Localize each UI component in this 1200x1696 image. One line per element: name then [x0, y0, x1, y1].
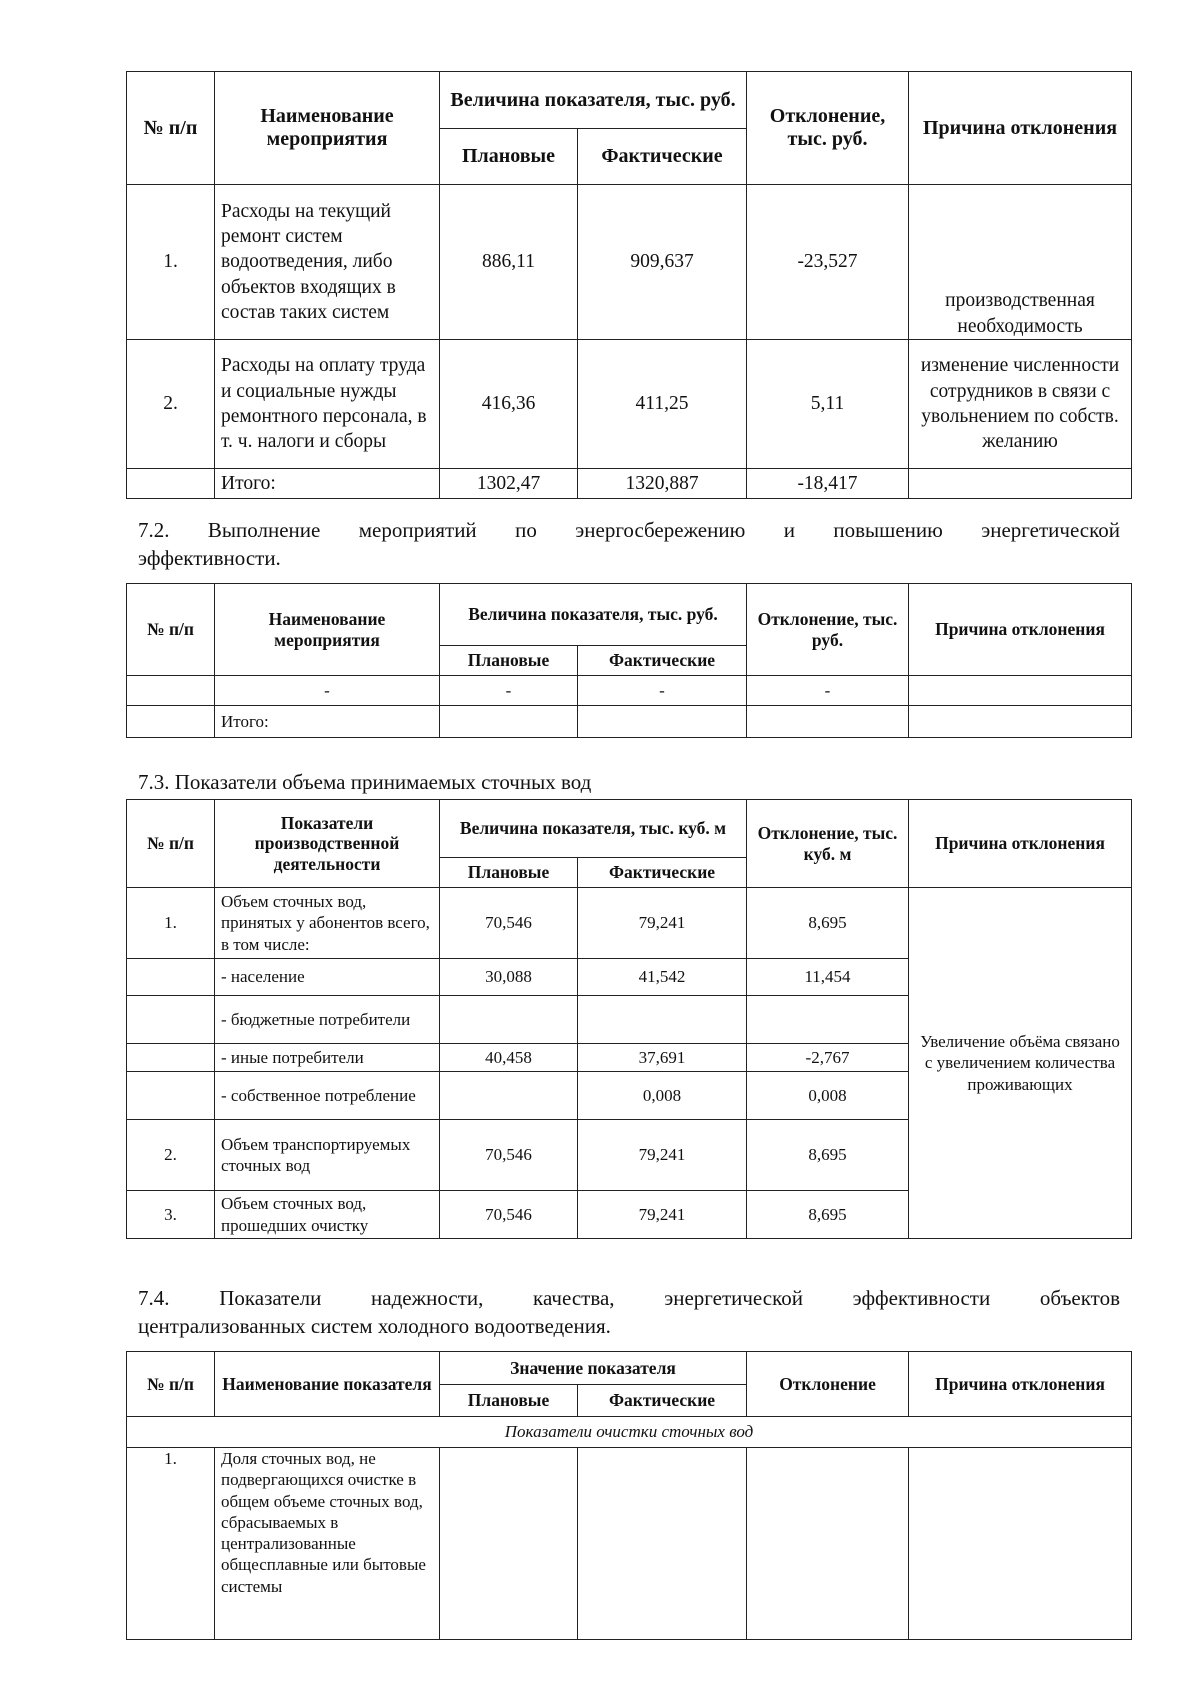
header-reason: Причина отклонения: [909, 72, 1132, 185]
table-row: [127, 1448, 1132, 1640]
total-deviation: -18,417: [747, 469, 909, 499]
header-plan: Плановые: [440, 129, 578, 185]
row-plan: 30,088: [440, 959, 578, 996]
row-plan: 40,458: [440, 1044, 578, 1072]
row-deviation: -: [747, 676, 909, 706]
row-num: 2.: [127, 1120, 215, 1191]
row-deviation: 11,454: [747, 959, 909, 996]
header-fact: Фактические: [578, 646, 747, 676]
row-num: 3.: [127, 1191, 215, 1239]
header-fact: Фактические: [578, 858, 747, 888]
header-plan: Плановые: [440, 1385, 578, 1417]
row-fact: 37,691: [578, 1044, 747, 1072]
total-row: [127, 706, 1132, 738]
row-reason: изменение численности сотрудников в связи с увольнением по собств. желанию: [909, 340, 1132, 469]
total-row: [127, 469, 1132, 499]
table-row: [127, 185, 1132, 340]
total-plan: 1302,47: [440, 469, 578, 499]
repair-costs-table: [126, 71, 1132, 499]
row-name: Объем сточных вод, принятых у абонентов всего, в том числе:: [215, 888, 440, 959]
header-name: Наименование мероприятия: [215, 72, 440, 185]
subheader-label: Показатели очистки сточных вод: [127, 1417, 1132, 1448]
row-fact: 79,241: [578, 1191, 747, 1239]
row-plan: 886,11: [440, 185, 578, 340]
row-deviation: -2,767: [747, 1044, 909, 1072]
header-name: Наименование мероприятия: [215, 584, 440, 676]
row-plan: 70,546: [440, 888, 578, 959]
row-name: - собственное потребление: [215, 1072, 440, 1120]
row-name: Объем сточных вод, прошедших очистку: [215, 1191, 440, 1239]
row-num: 2.: [127, 340, 215, 469]
row-deviation: 5,11: [747, 340, 909, 469]
table-row: [127, 340, 1132, 469]
header-num: № п/п: [127, 1352, 215, 1417]
row-fact: 41,542: [578, 959, 747, 996]
row-deviation: 8,695: [747, 1191, 909, 1239]
row-name: Доля сточных вод, не подвергающихся очистке в общем объеме сточных вод, сбрасываемых в централизованные общесплавные или бытовые системы: [215, 1448, 440, 1640]
row-num: 1.: [127, 185, 215, 340]
reliability-indicators-table: [126, 1351, 1132, 1640]
row-plan: 70,546: [440, 1120, 578, 1191]
header-value: Значение показателя: [440, 1352, 747, 1385]
header-deviation: Отклонение, тыс. руб.: [747, 584, 909, 676]
row-name: - население: [215, 959, 440, 996]
header-plan: Плановые: [440, 646, 578, 676]
total-fact: 1320,887: [578, 469, 747, 499]
header-num: № п/п: [127, 800, 215, 888]
total-label: Итого:: [215, 469, 440, 499]
header-value: Величина показателя, тыс. руб.: [440, 584, 747, 646]
row-fact: 411,25: [578, 340, 747, 469]
header-plan: Плановые: [440, 858, 578, 888]
row-fact: 909,637: [578, 185, 747, 340]
header-num: № п/п: [127, 72, 215, 185]
row-plan: -: [440, 676, 578, 706]
volume-reason: Увеличение объёма связано с увеличением количества проживающих: [909, 888, 1132, 1239]
row-reason: производственная необходимость: [909, 185, 1132, 340]
header-reason: Причина отклонения: [909, 1352, 1132, 1417]
row-name: Объем транспортируемых сточных вод: [215, 1120, 440, 1191]
table-row: [127, 676, 1132, 706]
row-fact: -: [578, 676, 747, 706]
row-fact: 0,008: [578, 1072, 747, 1120]
row-deviation: 8,695: [747, 1120, 909, 1191]
header-reason: Причина отклонения: [909, 584, 1132, 676]
row-num: 1.: [127, 888, 215, 959]
header-reason: Причина отклонения: [909, 800, 1132, 888]
section-subheader-row: [127, 1417, 1132, 1448]
row-deviation: 0,008: [747, 1072, 909, 1120]
row-num: 1.: [127, 1448, 215, 1640]
header-fact: Фактические: [578, 129, 747, 185]
header-value: Величина показателя, тыс. куб. м: [440, 800, 747, 858]
row-fact: 79,241: [578, 1120, 747, 1191]
header-fact: Фактические: [578, 1385, 747, 1417]
header-name: Наименование показателя: [215, 1352, 440, 1417]
total-label: Итого:: [215, 706, 440, 738]
row-plan: 70,546: [440, 1191, 578, 1239]
header-num: № п/п: [127, 584, 215, 676]
header-value: Величина показателя, тыс. руб.: [440, 72, 747, 129]
row-deviation: -23,527: [747, 185, 909, 340]
header-deviation: Отклонение, тыс. куб. м: [747, 800, 909, 888]
header-deviation: Отклонение, тыс. руб.: [747, 72, 909, 185]
row-name: - иные потребители: [215, 1044, 440, 1072]
section-7-2-title: 7.2. Выполнение мероприятий по энергосбережению и повышению энергетической эффективности.: [138, 518, 1120, 570]
header-deviation: Отклонение: [747, 1352, 909, 1417]
section-7-3-title: 7.3. Показатели объема принимаемых сточных вод: [138, 770, 592, 794]
row-name: -: [215, 676, 440, 706]
header-name: Показатели производственной деятельности: [215, 800, 440, 888]
row-deviation: 8,695: [747, 888, 909, 959]
energy-saving-table: [126, 583, 1132, 738]
row-fact: 79,241: [578, 888, 747, 959]
wastewater-volume-table: [126, 799, 1132, 1239]
row-name: - бюджетные потребители: [215, 996, 440, 1044]
row-name: Расходы на оплату труда и социальные нужды ремонтного персонала, в т. ч. налоги и сборы: [215, 340, 440, 469]
section-7-4-title: 7.4. Показатели надежности, качества, энергетической эффективности объектов централизованных систем холодного водоотведения.: [138, 1286, 1120, 1338]
table-row: [127, 888, 1132, 959]
row-plan: 416,36: [440, 340, 578, 469]
row-name: Расходы на текущий ремонт систем водоотведения, либо объектов входящих в состав таких систем: [215, 185, 440, 340]
